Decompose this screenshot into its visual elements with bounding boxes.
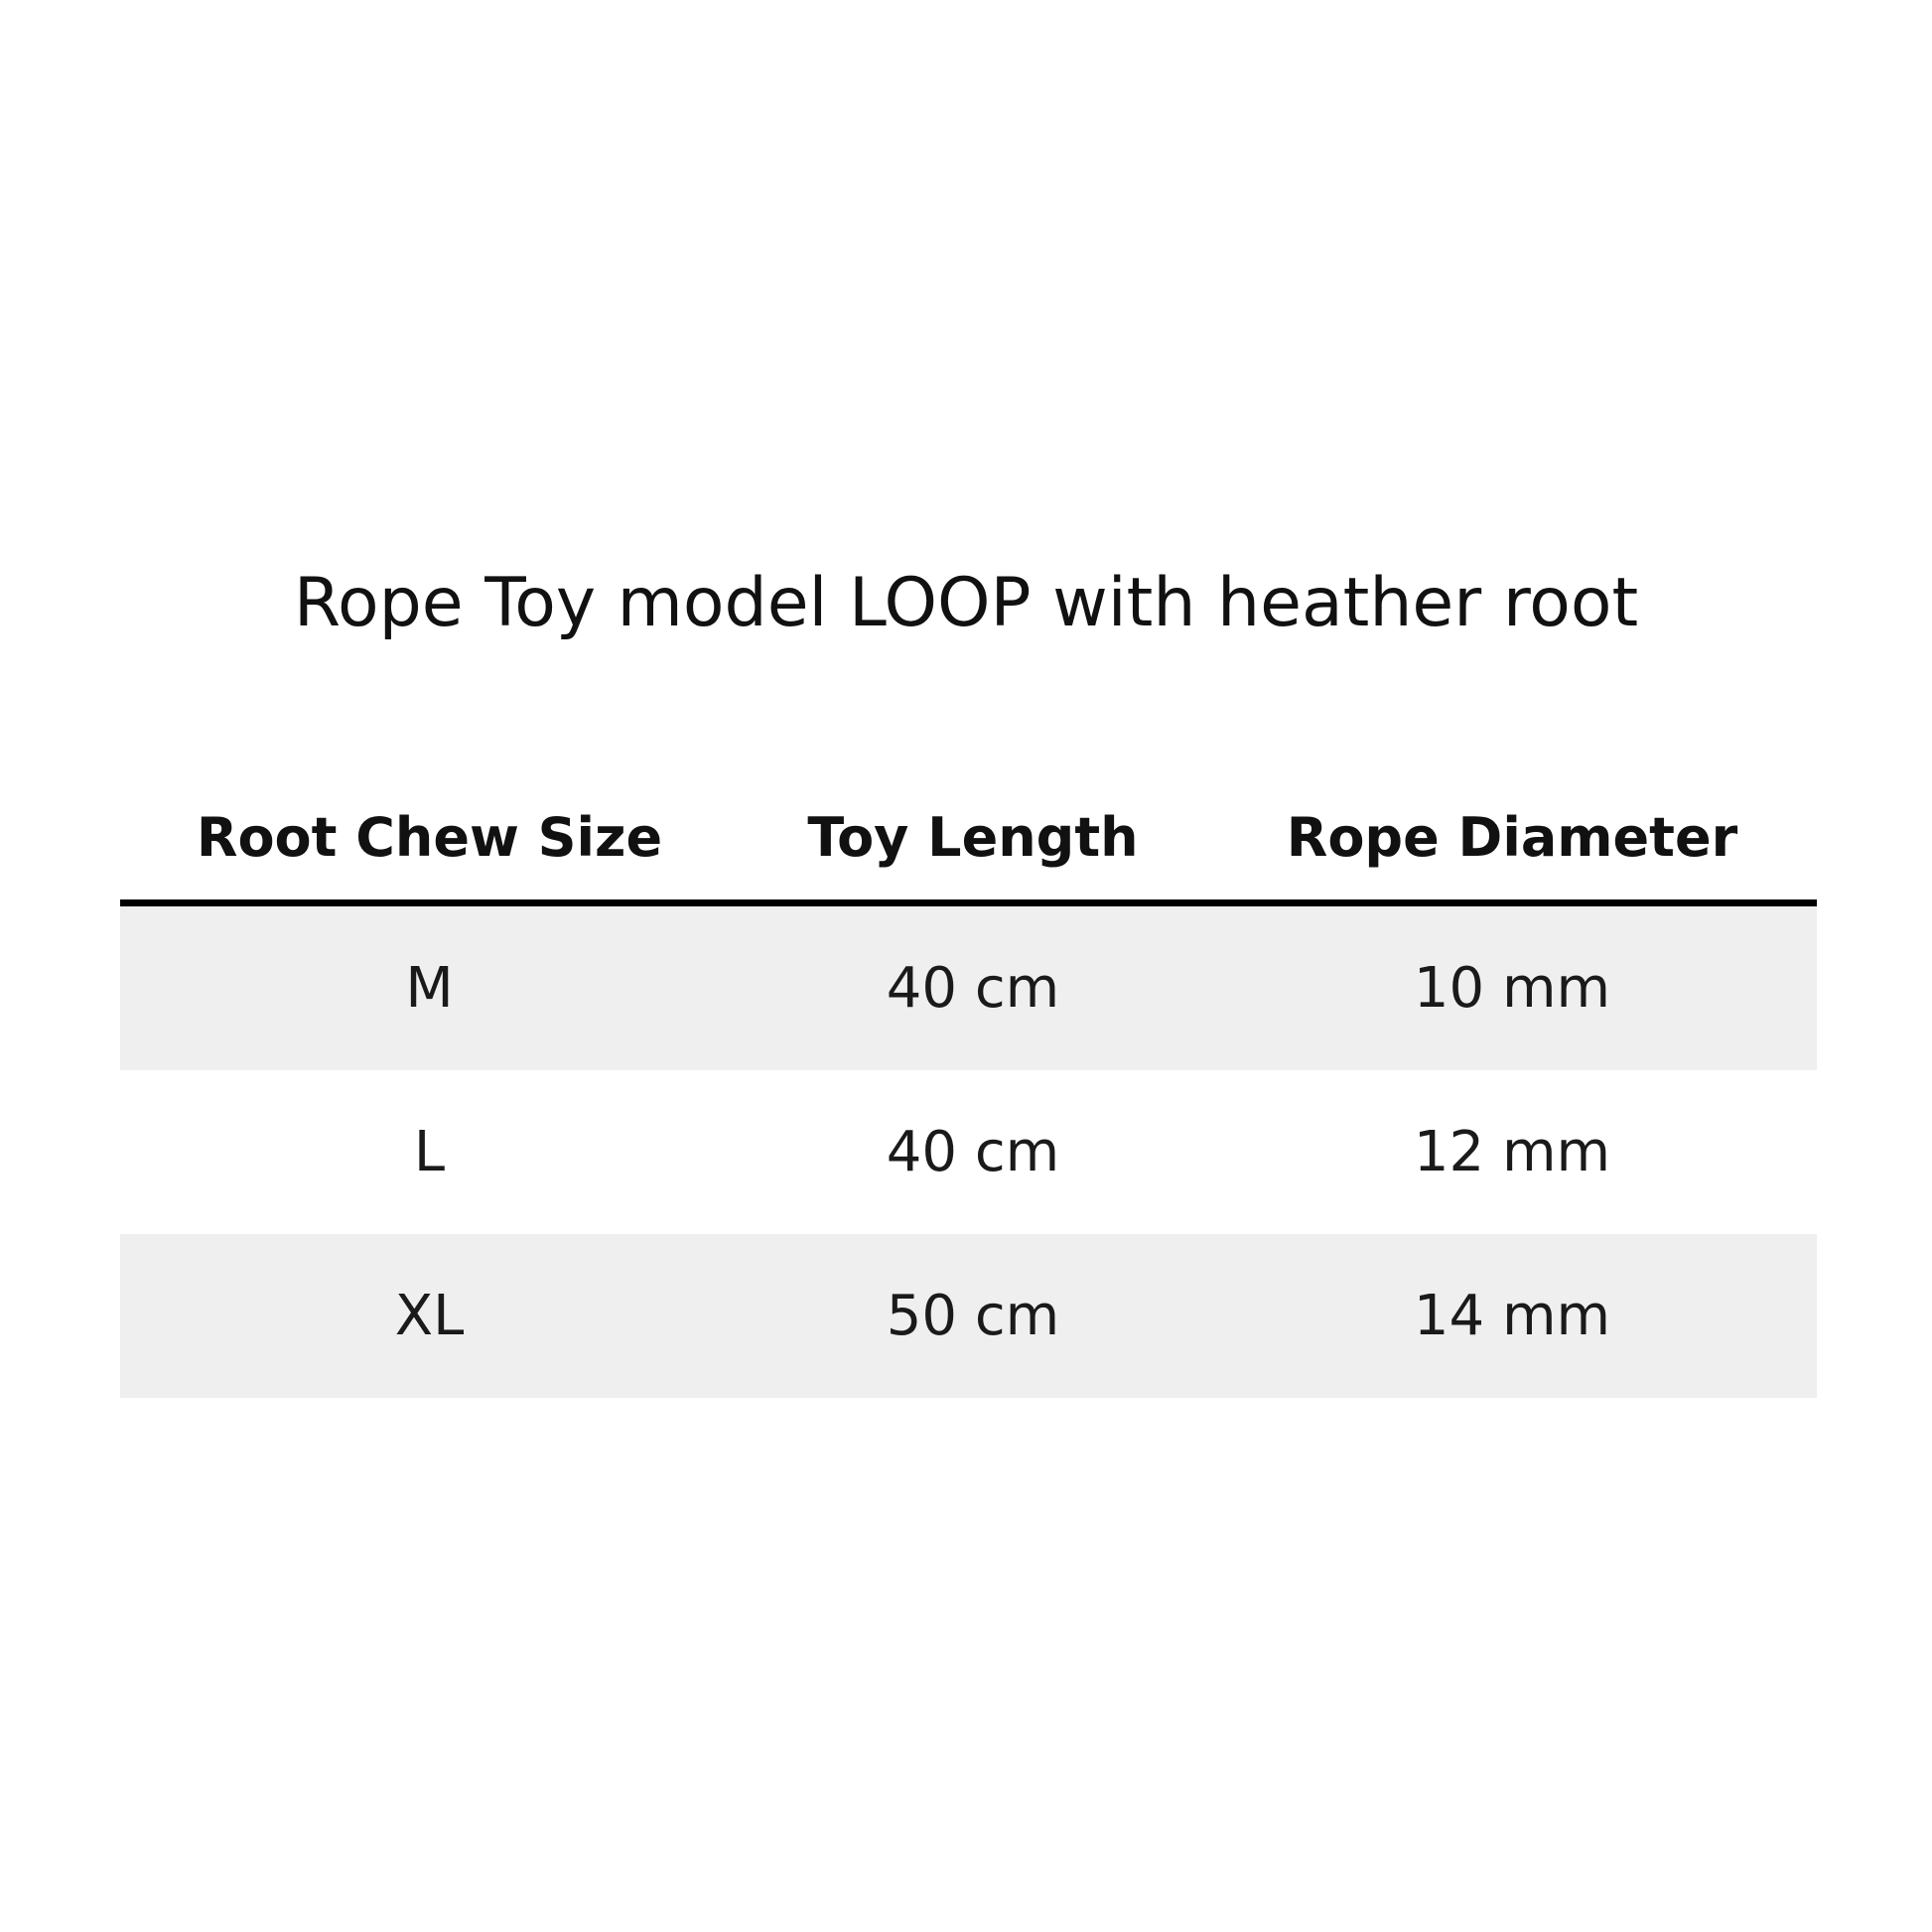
header-rope-diameter: Rope Diameter xyxy=(1207,774,1817,903)
table-row xyxy=(120,1070,1817,1234)
header-toy-length: Toy Length xyxy=(739,774,1207,903)
page-title: Rope Toy model LOOP with heather root xyxy=(293,564,1639,642)
cell-size: XL xyxy=(120,1234,739,1398)
cell-diameter: 14 mm xyxy=(1207,1234,1817,1398)
cell-diameter: 10 mm xyxy=(1207,903,1817,1071)
cell-size: L xyxy=(413,1120,446,1184)
cell-length: 40 cm xyxy=(886,1120,1060,1184)
table-header-row xyxy=(120,774,1817,903)
cell-length: 50 cm xyxy=(739,1234,1207,1398)
header-root-chew-size: Root Chew Size xyxy=(120,774,739,903)
cell-size: M xyxy=(120,903,739,1071)
table-row xyxy=(120,903,1817,1071)
table-row xyxy=(120,1234,1817,1398)
cell-diameter: 12 mm xyxy=(1413,1120,1611,1184)
cell-length: 40 cm xyxy=(739,903,1207,1071)
size-table xyxy=(120,774,1817,1398)
